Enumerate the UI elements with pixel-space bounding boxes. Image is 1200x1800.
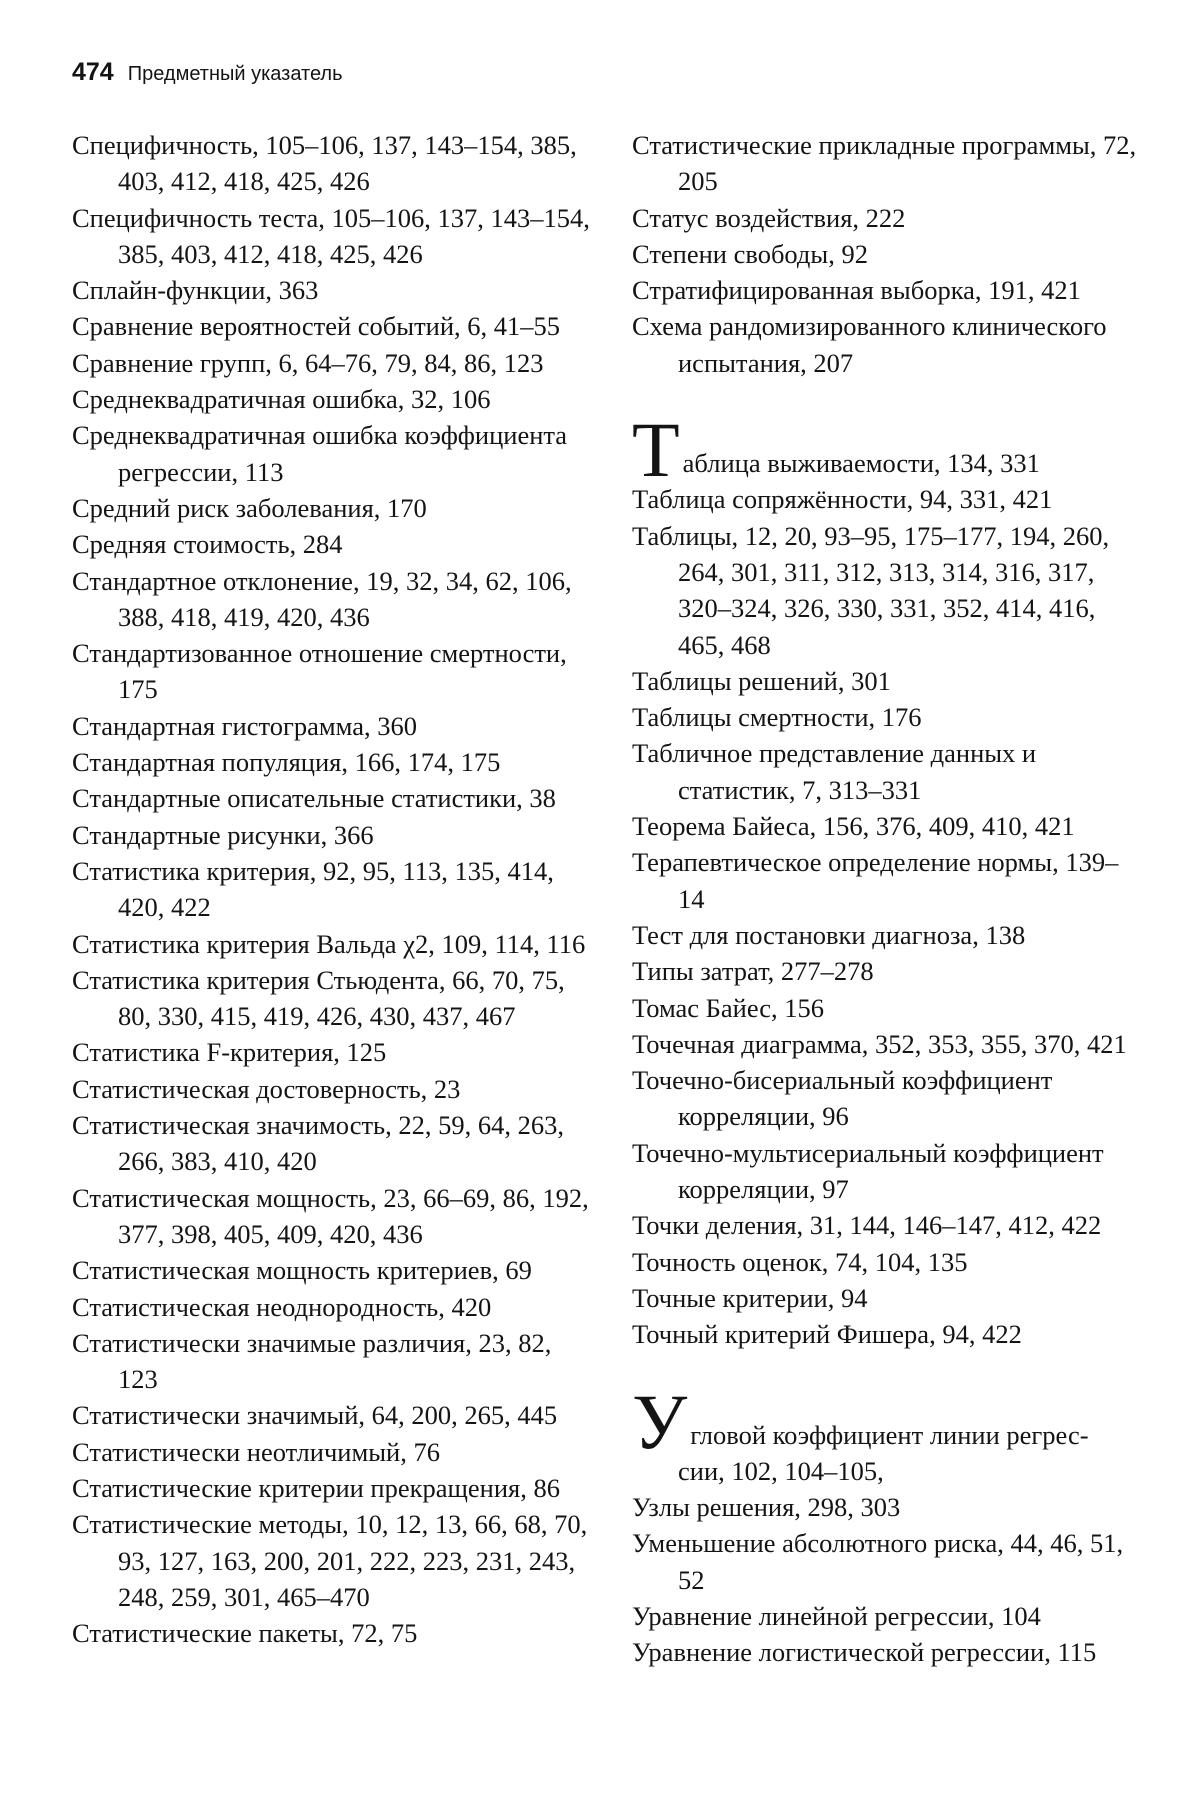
index-entry-first-text: аблица выживаемости, 134, 331 bbox=[682, 448, 1040, 479]
index-entry: Статистика F-критерия, 125 bbox=[72, 1037, 387, 1068]
index-entry: Сравнение групп, 6, 64–76, 79, 84, 86, 123 bbox=[72, 347, 544, 378]
index-entry: Стандартная гистограмма, 360 bbox=[72, 710, 417, 741]
page-header bbox=[72, 58, 343, 87]
index-entry: Среднеквадратичная ошибка, 32, 106 bbox=[72, 384, 491, 415]
index-entry: Схема рандомизированного клинического испытания, 207 bbox=[632, 311, 1107, 378]
index-entry: Статистически значимые различия, 23, 82, 123 bbox=[72, 1327, 552, 1395]
index-entry: Статистическая достоверность, 23 bbox=[72, 1073, 461, 1104]
index-entry-continuation: сии, 102, 104–105, bbox=[678, 1455, 884, 1486]
right-column bbox=[632, 127, 1142, 1671]
index-entry: Уравнение линейной регрессии, 104 bbox=[632, 1600, 1041, 1631]
index-entry: Таблицы, 12, 20, 93–95, 175–177, 194, 260, 264, 301, 311, 312, 313, 314, 316, 317, 320–324, 326, 330, 331, 352, 414, 416, 465, 468 bbox=[632, 520, 1110, 660]
index-entry: Таблицы решений, 301 bbox=[632, 665, 891, 696]
index-entry: Точные критерии, 94 bbox=[632, 1282, 868, 1313]
index-entry: Средняя стоимость, 284 bbox=[72, 529, 343, 560]
index-entry: Уменьшение абсолютного риска, 44, 46, 51, 52 bbox=[632, 1528, 1124, 1595]
index-entry: Тест для постановки диагноза, 138 bbox=[632, 919, 1026, 950]
index-entry: Статистически значимый, 64, 200, 265, 445 bbox=[72, 1400, 558, 1431]
index-entry: Специфичность, 105–106, 137, 143–154, 385, 403, 412, 418, 425, 426 bbox=[72, 130, 577, 197]
drop-cap-letter-u: У bbox=[632, 1377, 688, 1465]
index-entry: Среднеквадратичная ошибка коэффициента регрессии, 113 bbox=[72, 420, 568, 487]
index-entry: Стандартизованное отношение смертности, 175 bbox=[72, 638, 567, 705]
index-entry: Статистическая значимость, 22, 59, 64, 263, 266, 383, 410, 420 bbox=[72, 1110, 564, 1177]
index-entry: Статистика критерия Стьюдента, 66, 70, 75, 80, 330, 415, 419, 426, 430, 437, 467 bbox=[72, 964, 565, 1032]
index-entry: Сравнение вероятностей событий, 6, 41–55 bbox=[72, 311, 561, 342]
index-entry: Средний риск заболевания, 170 bbox=[72, 492, 427, 523]
index-entry: Точечная диаграмма, 352, 353, 355, 370, 421 bbox=[632, 1028, 1127, 1059]
index-entry: Статистическая мощность критериев, 69 bbox=[72, 1255, 532, 1286]
index-entry: Теорема Байеса, 156, 376, 409, 410, 421 bbox=[632, 811, 1075, 842]
page-number: 474 bbox=[72, 58, 114, 86]
index-entry: Точки деления, 31, 144, 146–147, 412, 422 bbox=[632, 1210, 1102, 1241]
index-entry-first-text: гловой коэффициент линии регрес- bbox=[690, 1419, 1089, 1450]
index-entry: Статистическая мощность, 23, 66–69, 86, 192, 377, 398, 405, 409, 420, 436 bbox=[72, 1182, 589, 1249]
index-entry: Таблицы смертности, 176 bbox=[632, 702, 922, 733]
index-entry: Терапевтическое определение нормы, 139–14 bbox=[632, 847, 1119, 914]
index-entry: Томас Байес, 156 bbox=[632, 992, 825, 1023]
index-entry: Статистические прикладные программы, 72, 205 bbox=[632, 130, 1137, 197]
index-entry: Точечно-мультисериальный коэффициент корреляции, 97 bbox=[632, 1137, 1104, 1205]
section-gap bbox=[632, 1353, 1142, 1389]
index-entry: Статистические методы, 10, 12, 13, 66, 68, 70, 93, 127, 163, 200, 201, 222, 223, 231, 243, 248, 259, 301, 465–470 bbox=[72, 1509, 588, 1612]
index-entry: Статистическая неоднородность, 420 bbox=[72, 1291, 492, 1322]
section-u-first-entry bbox=[632, 1377, 1142, 1490]
index-entry: Таблица сопряжённости, 94, 331, 421 bbox=[632, 484, 1053, 515]
index-entry: Точность оценок, 74, 104, 135 bbox=[632, 1246, 968, 1277]
index-entry: Типы затрат, 277–278 bbox=[632, 956, 874, 987]
index-entry: Статистика критерия Вальда χ2, 109, 114, 116 bbox=[72, 928, 586, 959]
index-entry: Табличное представление данных и статистик, 7, 313–331 bbox=[632, 738, 1037, 805]
index-entry: Специфичность теста, 105–106, 137, 143–154, 385, 403, 412, 418, 425, 426 bbox=[72, 202, 590, 269]
section-t-first-entry bbox=[632, 406, 1142, 494]
drop-cap-letter-t: Т bbox=[632, 406, 680, 494]
index-entry: Точечно-бисериальный коэффициент корреляции, 96 bbox=[632, 1065, 1053, 1132]
index-entry: Статистика критерия, 92, 95, 113, 135, 414, 420, 422 bbox=[72, 855, 554, 923]
index-entry: Статистические критерии прекращения, 86 bbox=[72, 1472, 560, 1503]
index-entry: Статистические пакеты, 72, 75 bbox=[72, 1618, 418, 1649]
index-entry: Стандартное отклонение, 19, 32, 34, 62, 106, 388, 418, 419, 420, 436 bbox=[72, 565, 572, 632]
index-entry: Стратифицированная выборка, 191, 421 bbox=[632, 275, 1081, 306]
index-entry: Сплайн-функции, 363 bbox=[72, 275, 319, 306]
index-entry: Статистически неотличимый, 76 bbox=[72, 1436, 440, 1467]
index-entry: Узлы решения, 298, 303 bbox=[632, 1492, 901, 1523]
index-entry: Стандартная популяция, 166, 174, 175 bbox=[72, 747, 501, 778]
index-entry: Статус воздействия, 222 bbox=[632, 202, 906, 233]
index-entry: Точный критерий Фишера, 94, 422 bbox=[632, 1319, 1022, 1350]
running-head: Предметный указатель bbox=[127, 63, 343, 85]
section-gap bbox=[632, 381, 1142, 417]
index-entry: Стандартные описательные статистики, 38 bbox=[72, 783, 556, 814]
index-entry: Степени свободы, 92 bbox=[632, 238, 868, 269]
left-column bbox=[72, 127, 592, 1651]
index-entry: Уравнение логистической регрессии, 115 bbox=[632, 1637, 1097, 1668]
index-entry: Стандартные рисунки, 366 bbox=[72, 819, 374, 850]
